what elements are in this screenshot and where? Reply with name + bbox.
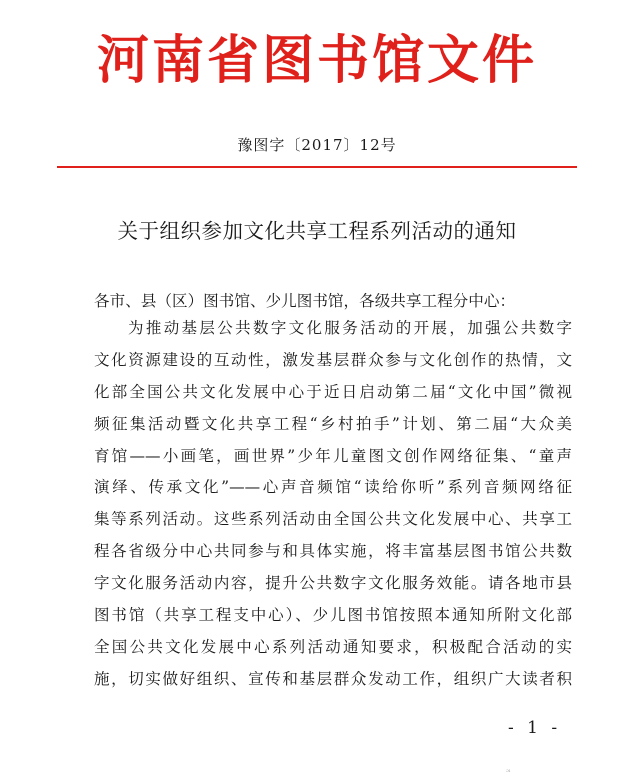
body-line: 文化资源建设的互动性，激发基层群众参与文化创作的热情，文 — [94, 350, 572, 369]
body-line: 化部全国公共文化发展中心于近日启动第二届“文化中国”微视 — [94, 382, 572, 401]
document-number: 豫图字〔2017〕12号 — [237, 136, 397, 154]
body-line: 图书馆（共享工程支中心）、少儿图书馆按照本通知所附文化部 — [94, 606, 572, 625]
body-line: 集等系列活动。这些系列活动由全国公共文化发展中心、共享工 — [94, 510, 572, 529]
body-line: 育馆——小画笔，画世界”少年儿童图文创作网络征集、“童声 — [94, 446, 572, 465]
scan-mark: ɔı — [506, 768, 511, 774]
notice-title: 关于组织参加文化共享工程系列活动的通知 — [117, 219, 517, 243]
body-line: 程各省级分中心共同参与和具体实施，将丰富基层图书馆公共数 — [94, 542, 572, 561]
body-line: 全国公共文化发展中心系列活动通知要求，积极配合活动的实 — [94, 637, 572, 656]
body-line: 为推动基层公共数字文化服务活动的开展，加强公共数字 — [128, 319, 572, 337]
body-line: 施，切实做好组织、宣传和基层群众发动工作，组织广大读者积 — [94, 669, 572, 688]
letterhead-title: 河南省图书馆文件 — [96, 31, 537, 91]
salutation: 各市、县（区）图书馆、少儿图书馆，各级共享工程分中心： — [94, 292, 516, 310]
body-line: 频征集活动暨文化共享工程“乡村拍手”计划、第二届“大众美 — [94, 414, 572, 433]
body-line: 字文化服务活动内容，提升公共数字文化服务效能。请各地市县 — [94, 574, 572, 593]
body-line: 演绎、传承文化”——心声音频馆“读给你听”系列音频网络征 — [94, 478, 572, 497]
body-text — [94, 313, 572, 696]
red-divider-line — [57, 166, 577, 168]
page-number: - 1 - — [508, 718, 562, 738]
